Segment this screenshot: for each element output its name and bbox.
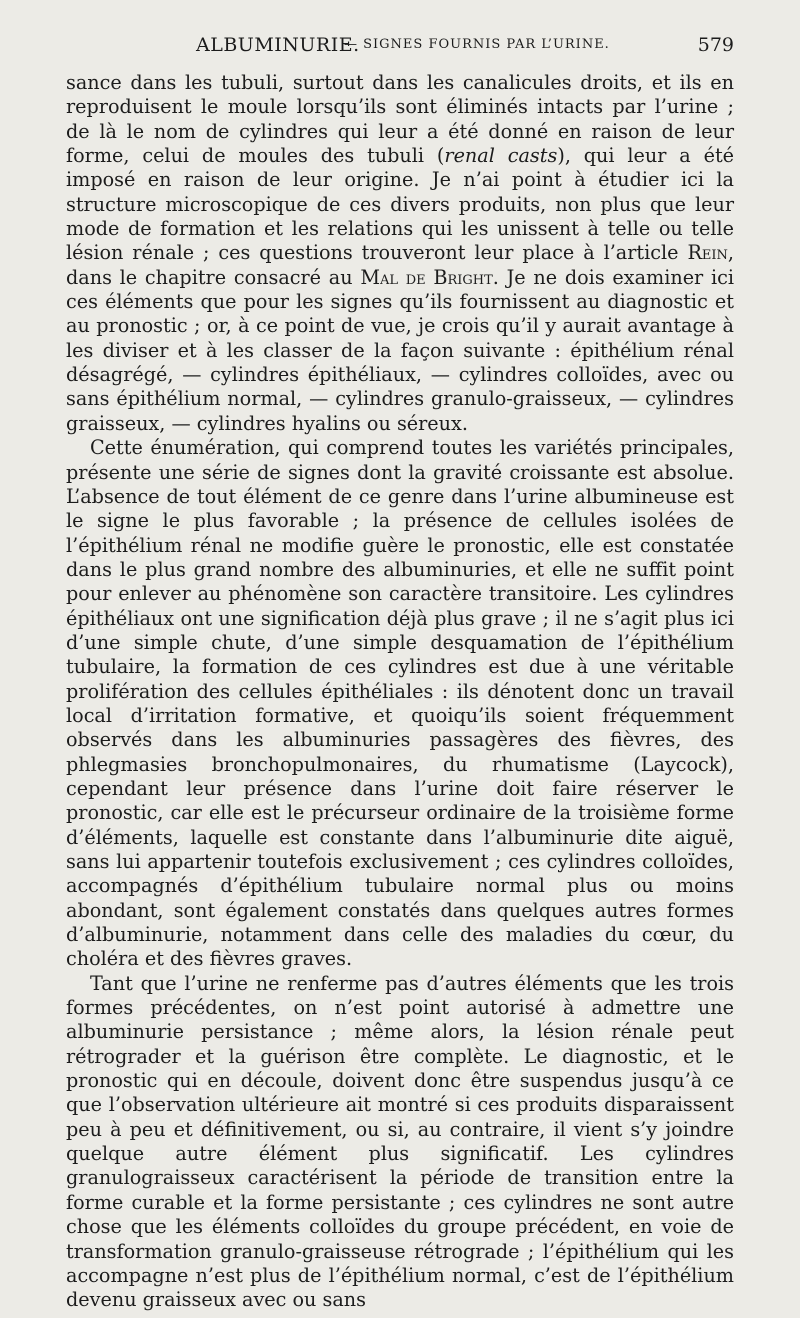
paragraph-3: [66, 972, 734, 1313]
text-run: Tant que l’urine ne renferme pas d’autres éléments que les trois formes précédentes, on n’est point autorisé à admettre une albuminurie persistance ; même alors, la lésion rénale peut rétrograder et la guérison être complète. Le diagnostic, et le pronostic qui en découle, doivent donc être suspendus jusqu’à ce que l’observation ultérieure ait montré si ces produits disparaissent peu à peu et définitivement, ou si, au contraire, il vient s’y joindre quelque autre élément plus significatif. Les cylindres granulograisseux caractérisent la période de transition entre la forme curable et la forme persistante ; ces cylindres ne sont autre chose que les éléments colloïdes du groupe précédent, en voie de transformation granulo-graisseuse rétrograde ; l’épithélium qui les accompagne n’est plus de l’épithélium normal, c’est de l’épithélium devenu graisseux avec ou sans: [66, 971, 734, 1312]
text-run: Mal de Bright: [360, 265, 493, 289]
paragraph-1: [66, 71, 734, 436]
text-run: , dans le chapitre consacré au: [66, 241, 734, 289]
running-header: [66, 34, 734, 62]
running-header-title: ALBUMINURIE.: [196, 34, 360, 56]
text-run: Cette énumération, qui comprend toutes les variétés principales, présente une série de signes dont la gravité croissante est absolue. L’absence de tout élément de ce genre dans l’urine albumineuse est le signe le plus favorable ; la présence de cellules isolées de l’épithélium rénal ne modifie guère le pronostic, elle est constatée dans le plus grand nombre des albuminuries, et elle ne suffit point pour enlever au phénomène son caractère transitoire. Les cylindres épithéliaux ont une signification déjà plus grave ; il ne s’agit plus ici d’une simple chute, d’une simple desquamation de l’épithélium tubulaire, la formation de ces cylindres est due à une véritable prolifération des cellules épithéliales : ils dénotent donc un travail local d’irritation formative, et quoiqu’ils soient fréquemment observés dans les albuminuries passagères des fièvres, des phlegmasies bronchopulmonaires, du rhumatisme (Laycock), cependant leur présence dans l’urine doit faire réserver le pronostic, car elle est le précurseur ordinaire de la troisième forme d’éléments, laquelle est constante dans l’albuminurie dite aiguë, sans lui appartenir toutefois exclusivement ; ces cylindres colloïdes, accompagnés d’épithélium tubulaire normal plus ou moins abondant, sont également constatés dans quelques autres formes d’albuminurie, notamment dans celle des maladies du cœur, du choléra et des fièvres graves.: [66, 436, 734, 971]
text-run: renal casts: [444, 144, 558, 168]
text-run: Rein: [687, 241, 728, 265]
running-header-subtitle: — SIGNES FOURNIS PAR L’URINE.: [344, 37, 610, 52]
paragraph-2: [66, 436, 734, 972]
page-number: 579: [697, 34, 734, 56]
text-run: . Je ne dois examiner ici ces éléments que pour les signes qu’ils fournissent au diagnostic et au pronostic ; or, à ce point de vue, je crois qu’il y aurait avantage à les diviser et à les classer de la façon suivante : épithélium rénal désagrégé, — cylindres épithéliaux, — cylindres colloïdes, avec ou sans épithélium normal, — cylindres granulo-graisseux, — cylindres graisseux, — cylindres hyalins ou séreux.: [66, 265, 734, 435]
text-run: ), qui leur a été imposé en raison de leur origine. Je n’ai point à étudier ici la structure microscopique de ces divers produits, non plus que leur mode de formation et les relations qui les unissent à telle ou telle lésion rénale ; ces questions trouveront leur place à l’article: [66, 144, 735, 265]
body-text: [66, 71, 734, 1313]
text-run: sance dans les tubuli, surtout dans les canalicules droits, et ils en reproduisent le moule lorsqu’ils sont éliminés intacts par l’urine ; de là le nom de cylindres qui leur a été donné en raison de leur forme, celui de moules des tubuli (: [66, 71, 734, 168]
